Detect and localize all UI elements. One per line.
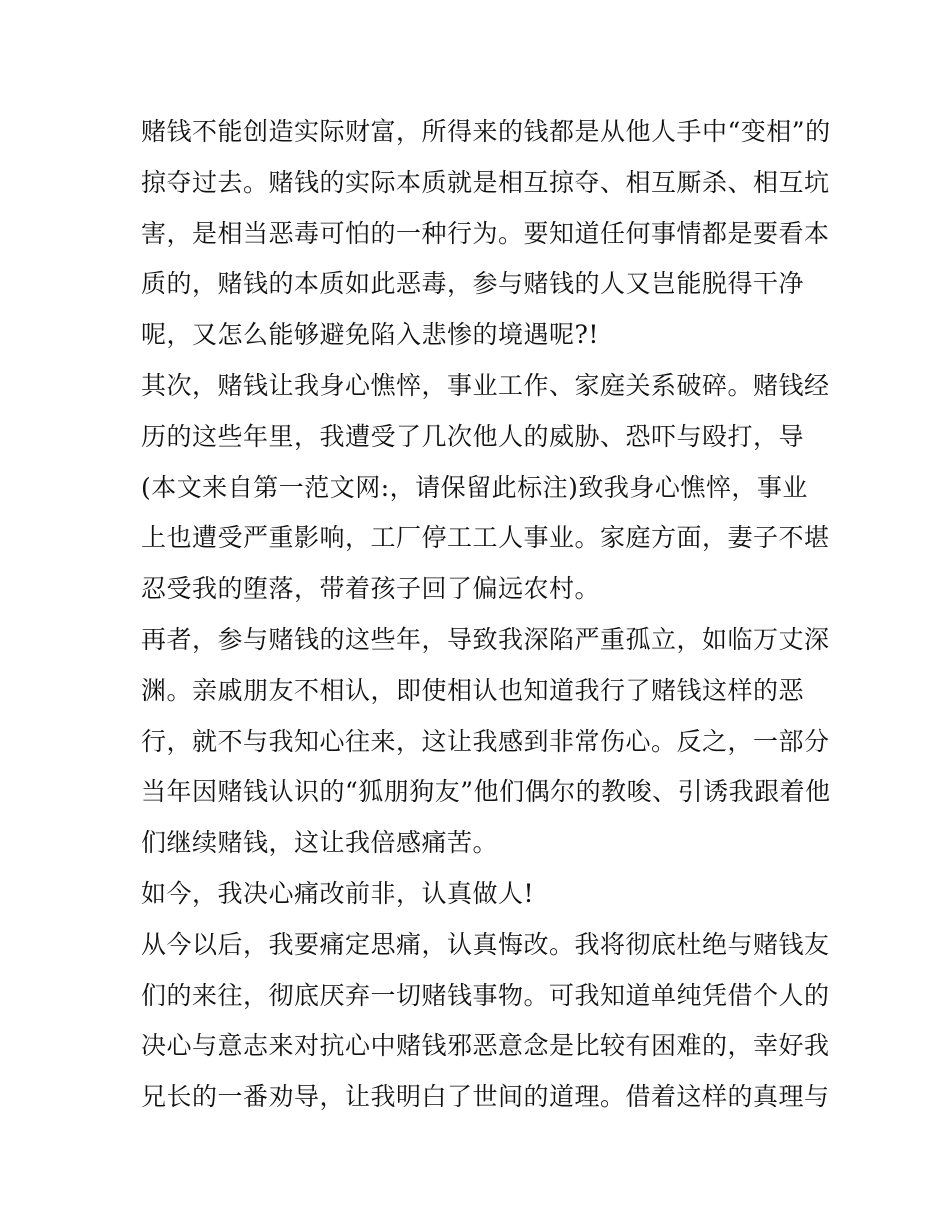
text-line: 决心与意志来对抗心中赌钱邪恶意念是比较有困难的，幸好我: [141, 1031, 830, 1061]
text-line: 渊。亲戚朋友不相认，即使相认也知道我行了赌钱这样的恶: [141, 675, 805, 705]
text-line: 从今以后，我要痛定思痛，认真悔改。我将彻底杜绝与赌钱友: [141, 929, 830, 959]
text-line: 们的来往，彻底厌弃一切赌钱事物。可我知道单纯凭借个人的: [141, 980, 830, 1010]
text-line: 掠夺过去。赌钱的实际本质就是相互掠夺、相互厮杀、相互坑: [141, 167, 830, 197]
text-line: 害，是相当恶毒可怕的一种行为。要知道任何事情都是要看本: [141, 218, 830, 248]
document-body: [141, 107, 831, 1123]
text-line: 呢，又怎么能够避免陷入悲惨的境遇呢?!: [141, 320, 599, 350]
text-line: 其次，赌钱让我身心憔悴，事业工作、家庭关系破碎。赌钱经: [141, 370, 830, 400]
text-line: 如今，我决心痛改前非，认真做人!: [141, 878, 535, 908]
text-line: 行，就不与我知心往来，这让我感到非常伤心。反之，一部分: [141, 726, 830, 756]
text-line: (本文来自第一范文网:，请保留此标注)致我身心憔悴，事业: [141, 472, 808, 502]
text-line: 忍受我的堕落，带着孩子回了偏远农村。: [141, 574, 601, 604]
text-line: 兄长的一番劝导，让我明白了世间的道理。借着这样的真理与: [141, 1082, 830, 1112]
text-line: 们继续赌钱，这让我倍感痛苦。: [141, 828, 499, 858]
text-line: 当年因赌钱认识的“狐朋狗友”他们偶尔的教唆、引诱我跟着他: [141, 777, 831, 807]
text-line: 赌钱不能创造实际财富，所得来的钱都是从他人手中“变相”的: [141, 117, 831, 146]
text-line: 上也遭受严重影响，工厂停工工人事业。家庭方面，妻子不堪: [141, 523, 830, 553]
text-line: 再者，参与赌钱的这些年，导致我深陷严重孤立，如临万丈深: [141, 624, 830, 654]
text-line: 质的，赌钱的本质如此恶毒，参与赌钱的人又岂能脱得干净: [141, 269, 805, 299]
text-line: 历的这些年里，我遭受了几次他人的威胁、恐吓与殴打，导: [141, 421, 805, 451]
